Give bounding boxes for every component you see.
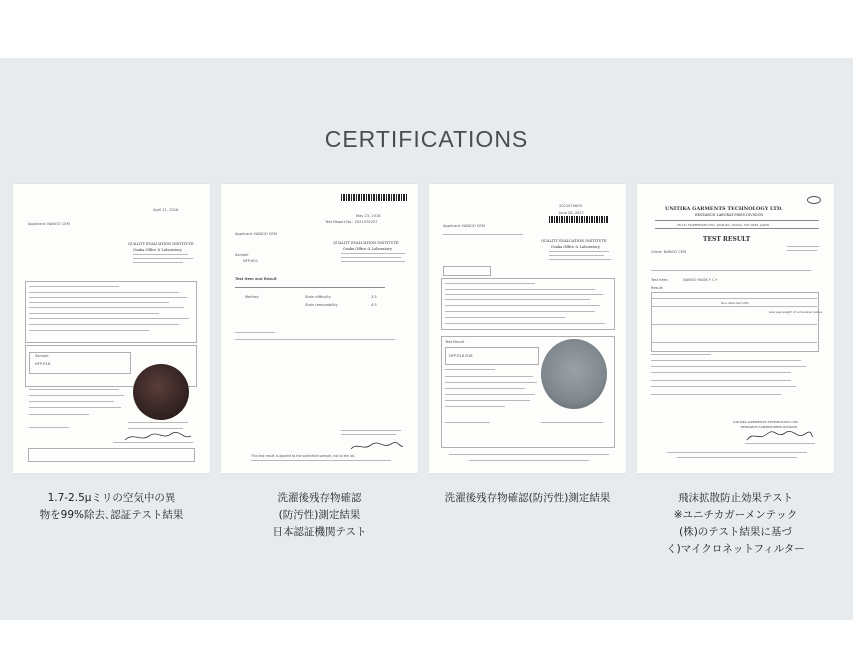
barcode <box>341 194 407 201</box>
doc-result: Result: <box>651 286 664 290</box>
doc-test-item: Test Item and Result <box>235 277 277 281</box>
certificate-image-4 <box>637 184 834 473</box>
caption-line: 洗濯後残存物確認 <box>277 492 362 504</box>
doc-sample: NANOO MASK F C+ <box>683 278 718 282</box>
certificate-image-3 <box>429 184 626 473</box>
doc-row2: Stain removability <box>305 303 338 307</box>
table-col-a: Non-attached (NS) <box>721 301 749 305</box>
doc-office: Osaka Office & Laboratory <box>551 245 600 249</box>
doc-applicant: Applicant: NANOO CEM <box>443 224 485 228</box>
doc-office: Osaka Office & Laboratory <box>343 247 392 251</box>
caption-line: 飛沫拡散防止効果テスト <box>677 492 794 504</box>
doc-report-no: Test Report No.: 2021070207 <box>325 220 378 224</box>
company-name: UNITIKA GARMENTS TECHNOLOGY LTD. <box>665 206 783 212</box>
doc-issuer: QUALITY EVALUATION INSTITUTE <box>333 241 399 245</box>
caption-line: (防汚性)測定結果 <box>278 509 361 521</box>
caption-1 <box>13 490 210 524</box>
doc-issuer: QUALITY EVALUATION INSTITUTE <box>128 242 194 246</box>
doc-client: Client: NANOO CEM <box>651 250 687 254</box>
caption-line: ※ユニチカガーメンテック <box>673 509 798 521</box>
caption-line: (株)のテスト結果に基づ <box>679 526 792 538</box>
doc-row1-value: 3.5 <box>371 295 377 299</box>
doc-row2-value: 4.5 <box>371 303 377 307</box>
certificate-image-1 <box>13 184 210 473</box>
filter-sample-photo <box>541 339 607 409</box>
doc-footer: This test result is applied to the submitted sample, not to the lot. <box>251 454 356 458</box>
caption-line: 日本認証機関テスト <box>272 526 367 538</box>
footer-company: UNITIKA GARMENTS TECHNOLOGY LTD. <box>733 420 799 424</box>
doc-sample-id: NFP-601 <box>243 259 258 263</box>
company-address: 28-18, TSUMENAND-CHO, KAIZUKA, OSAKA, 597-0084, JAPAN <box>677 223 769 227</box>
caption-line: 1.7-2.5μミリの空気中の異 <box>47 492 176 504</box>
doc-sample: Sample <box>235 253 249 257</box>
doc-test-item: Test item: <box>651 278 669 282</box>
barcode <box>549 216 609 223</box>
doc-office: Osaka Office & Laboratory <box>133 248 182 252</box>
doc-sample-id: NFP-R18-R18 <box>449 354 473 358</box>
doc-issuer: QUALITY EVALUATION INSTITUTE <box>541 239 607 243</box>
doc-method: Method <box>245 295 259 299</box>
doc-applicant: Applicant: NANOO CEM <box>235 232 277 236</box>
caption-line: く)マイクロネットフィルター <box>666 543 805 555</box>
caption-4 <box>637 490 834 558</box>
doc-date: June 28, 2017 <box>559 211 584 215</box>
footer-division: RESEARCH LABORATORIES DIVISION <box>741 425 798 429</box>
doc-applicant: Applicant: NANOO CEM <box>28 222 70 226</box>
doc-date: May 23, 2018 <box>356 214 381 218</box>
doc-result: Test Result <box>445 340 465 344</box>
signature <box>349 440 404 452</box>
doc-report-no: 2021070609 <box>559 204 582 208</box>
signature <box>745 429 815 443</box>
doc-title: TEST RESULT <box>703 236 751 243</box>
filter-sample-photo <box>133 364 189 420</box>
caption-2 <box>221 490 418 541</box>
table-header: Sample <box>35 354 49 358</box>
section-heading: CERTIFICATIONS <box>324 126 529 152</box>
company-division: RESEARCH LABORATORIES DIVISION <box>695 213 764 217</box>
doc-date: April 21, 2018 <box>153 208 179 212</box>
doc-row1: Stain difficulty <box>305 295 331 299</box>
certificate-image-2 <box>221 184 418 473</box>
caption-line: 洗濯後残存物確認(防汚性)測定結果 <box>444 492 611 504</box>
caption-3 <box>429 490 626 507</box>
table-col-b: Average weight of emanated saliva <box>769 310 823 314</box>
table-value: NFP-R18 <box>35 362 51 366</box>
company-logo <box>807 196 821 204</box>
caption-line: 物を99%除去､認証テスト結果 <box>39 509 184 521</box>
